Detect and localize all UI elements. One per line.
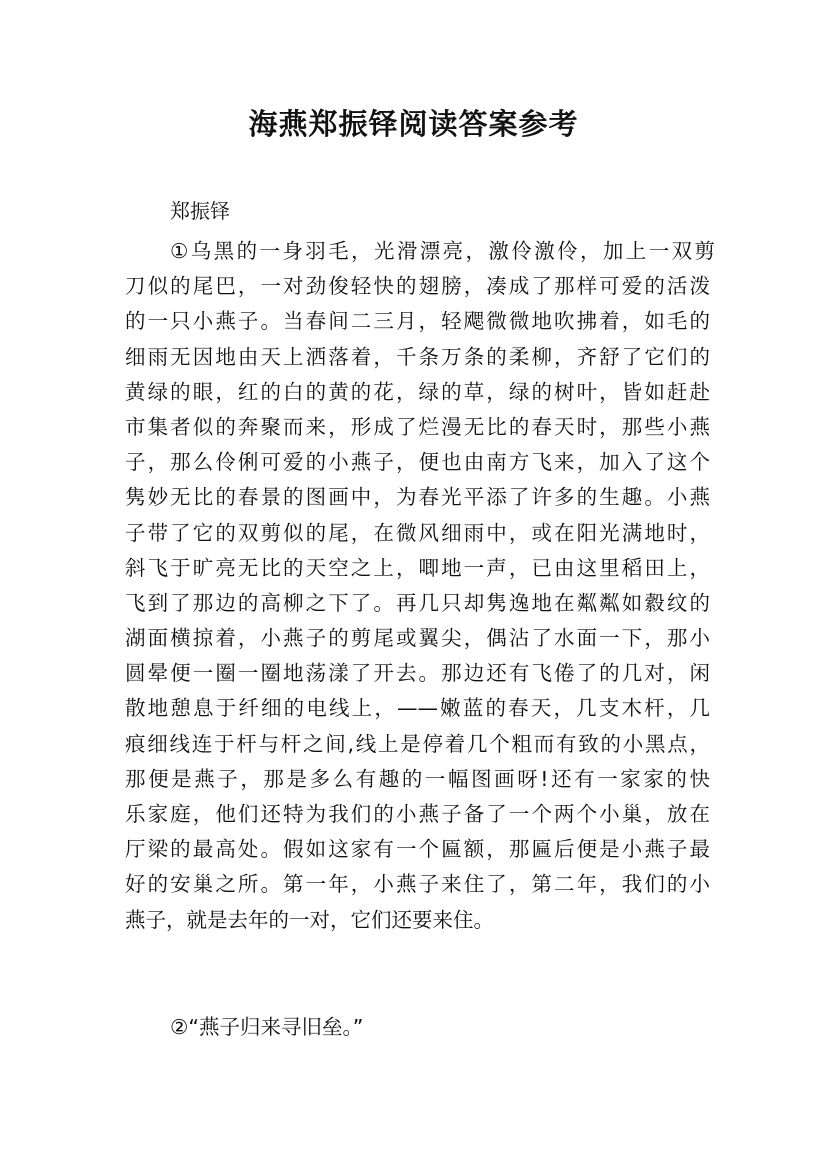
paragraph-line: 厅梁的最高处。假如这家有一个匾额，那匾后便是小燕子最 <box>125 837 710 862</box>
paragraph-line: 好的安巢之所。第一年，小燕子来住了，第二年，我们的小 <box>125 872 710 897</box>
paragraph-line: 的一只小燕子。当春间二三月，轻飔微微地吹拂着，如毛的 <box>125 309 710 334</box>
paragraph-line: 市集者似的奔聚而来，形成了烂漫无比的春天时，那些小燕 <box>125 414 710 439</box>
paragraph-line: 燕子，就是去年的一对，它们还要来住。 <box>125 907 494 932</box>
paragraph-line: 湖面横掠着，小燕子的剪尾或翼尖，偶沾了水面一下，那小 <box>125 626 710 651</box>
paragraph-line: 飞到了那边的高柳之下了。再几只却隽逸地在粼粼如縠纹的 <box>125 590 710 615</box>
paragraph-line: 乐家庭，他们还特为我们的小燕子备了一个两个小巢，放在 <box>125 802 710 826</box>
paragraph-line: 子带了它的双剪似的尾，在微风细雨中，或在阳光满地时， <box>125 520 710 545</box>
paragraph-line: 刀似的尾巴，一对劲俊轻快的翅膀，凑成了那样可爱的活泼 <box>125 274 710 299</box>
document-title: 海燕郑振铎阅读答案参考 <box>248 107 579 141</box>
paragraph-line: 那便是燕子，那是多么有趣的一幅图画呀!还有一家家的快 <box>125 766 710 791</box>
paragraph-line: 痕细线连于杆与杆之间,线上是停着几个粗而有致的小黑点， <box>125 731 710 756</box>
paragraph-line: 隽妙无比的春景的图画中，为春光平添了许多的生趣。小燕 <box>125 485 710 510</box>
paragraph-line: 细雨无因地由天上洒落着，千条万条的柔柳，齐舒了它们的 <box>125 344 710 369</box>
paragraph-1 <box>0 234 827 938</box>
paragraph-2: ②“燕子归来寻旧垒。” <box>170 1015 364 1039</box>
paragraph-line: ①乌黑的一身羽毛，光滑漂亮，激伶激伶，加上一双剪 <box>170 239 715 263</box>
paragraph-line: 黄绿的眼，红的白的黄的花，绿的草，绿的树叶，皆如赶赴 <box>125 379 710 404</box>
author-name: 郑振铎 <box>170 199 230 223</box>
paragraph-line: 斜飞于旷亮无比的天空之上，唧地一声，已由这里稻田上， <box>125 555 710 580</box>
paragraph-line: 子，那么伶俐可爱的小燕子，便也由南方飞来，加入了这个 <box>125 450 710 475</box>
paragraph-line: 散地憩息于纤细的电线上，——嫩蓝的春天，几支木杆，几 <box>125 696 710 721</box>
paragraph-line: 圆晕便一圈一圈地荡漾了开去。那边还有飞倦了的几对，闲 <box>125 661 710 686</box>
